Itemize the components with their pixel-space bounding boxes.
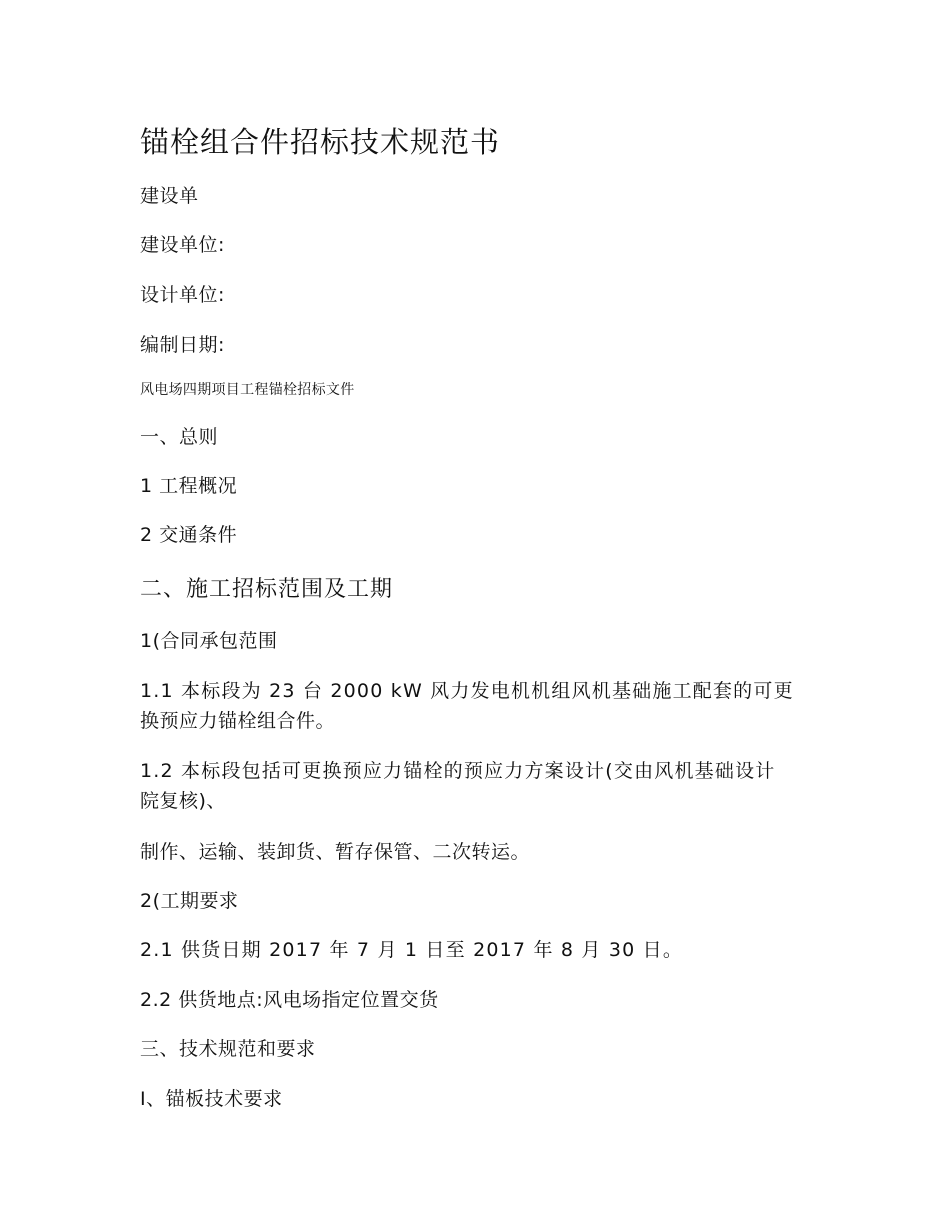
item-contract-scope: 1(合同承包范围 <box>140 630 278 652</box>
item-traffic-conditions: 2 交通条件 <box>140 524 238 546</box>
item-anchor-plate-requirements: I、锚板技术要求 <box>140 1088 283 1110</box>
paragraph-1-1-line-2: 换预应力锚栓组合件。 <box>140 710 336 732</box>
paragraph-1-2-line-1: 1.2 本标段包括可更换预应力锚栓的预应力方案设计(交由风机基础设计 <box>140 760 776 782</box>
item-schedule-requirements: 2(工期要求 <box>140 890 239 912</box>
section-technical-specs: 三、技术规范和要求 <box>140 1038 316 1060</box>
document-subtitle: 风电场四期项目工程锚栓招标文件 <box>140 382 355 398</box>
paragraph-2-2: 2.2 供货地点:风电场指定位置交货 <box>140 989 439 1011</box>
section-general: 一、总则 <box>140 426 219 448</box>
document-title: 锚栓组合件招标技术规范书 <box>140 125 501 159</box>
construction-unit-label: 建设单位: <box>140 234 225 256</box>
paragraph-1-2-line-3: 制作、运输、装卸货、暂存保管、二次转运。 <box>140 841 531 863</box>
paragraph-1-2-line-2: 院复核)、 <box>140 790 226 812</box>
compile-date-label: 编制日期: <box>140 334 225 356</box>
paragraph-2-1: 2.1 供货日期 2017 年 7 月 1 日至 2017 年 8 月 30 日。 <box>140 939 684 961</box>
construction-unit-short: 建设单 <box>140 185 199 207</box>
paragraph-1-1-line-1: 1.1 本标段为 23 台 2000 kW 风力发电机机组风机基础施工配套的可更 <box>140 680 794 702</box>
section-scope-and-schedule: 二、施工招标范围及工期 <box>140 577 394 602</box>
design-unit-label: 设计单位: <box>140 284 225 306</box>
item-project-overview: 1 工程概况 <box>140 475 238 497</box>
